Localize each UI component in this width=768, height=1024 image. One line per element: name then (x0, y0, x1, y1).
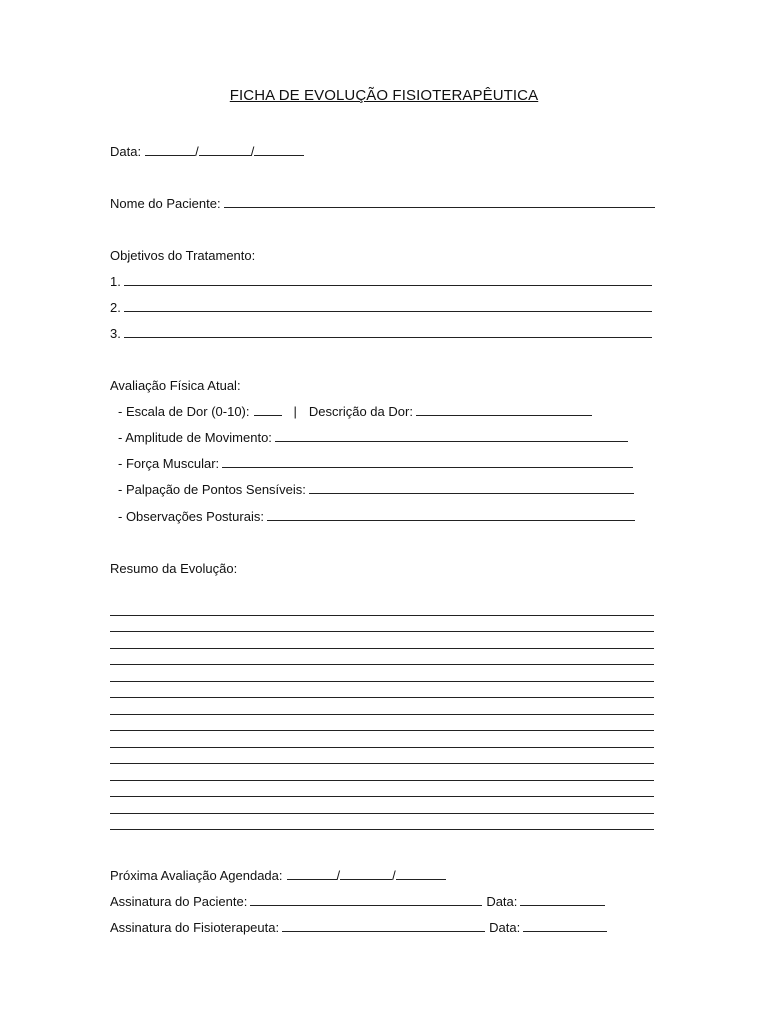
date-separator: / (195, 144, 199, 159)
muscle-strength-field[interactable] (222, 456, 633, 468)
patient-signature-field[interactable] (250, 894, 482, 906)
summary-line[interactable] (110, 781, 654, 798)
summary-line[interactable] (110, 698, 654, 715)
palpation-label: - Palpação de Pontos Sensíveis: (118, 482, 306, 497)
patient-signature-date-field[interactable] (520, 894, 605, 906)
date-separator: / (336, 868, 341, 883)
form-title: FICHA DE EVOLUÇÃO FISIOTERAPÊUTICA (229, 87, 539, 104)
next-assessment-row (110, 868, 446, 883)
summary-heading-row (110, 561, 237, 576)
pain-scale-field[interactable] (254, 404, 282, 416)
summary-line[interactable] (110, 665, 654, 682)
pain-description-label: Descrição da Dor: (308, 404, 413, 419)
date-separator: / (392, 868, 396, 883)
patient-signature-date-label: Data: (486, 894, 518, 909)
patient-signature-row (110, 894, 605, 909)
summary-line[interactable] (110, 682, 654, 699)
summary-line[interactable] (110, 764, 654, 781)
objective-field[interactable] (124, 274, 652, 286)
therapist-signature-date-label: Data: (489, 920, 521, 935)
range-of-motion-label: - Amplitude de Movimento: (118, 430, 272, 445)
date-day-field[interactable] (145, 144, 195, 156)
next-assessment-year-field[interactable] (396, 868, 446, 880)
pain-description-field[interactable] (416, 404, 592, 416)
therapist-signature-label: Assinatura do Fisioterapeuta: (110, 920, 280, 935)
summary-line[interactable] (110, 797, 654, 814)
objective-row (110, 300, 652, 315)
date-separator: / (250, 144, 255, 159)
objectives-heading: Objetivos do Tratamento: (110, 248, 256, 263)
objective-field[interactable] (124, 326, 652, 338)
assessment-heading: Avaliação Física Atual: (110, 378, 241, 393)
next-assessment-month-field[interactable] (340, 868, 392, 880)
date-month-field[interactable] (199, 144, 251, 156)
summary-line[interactable] (110, 715, 654, 732)
palpation-row (118, 482, 634, 497)
summary-line[interactable] (110, 748, 654, 765)
objective-field[interactable] (124, 300, 652, 312)
therapist-signature-date-field[interactable] (523, 920, 607, 932)
muscle-strength-label: - Força Muscular: (118, 456, 220, 471)
summary-line[interactable] (110, 599, 654, 616)
range-of-motion-field[interactable] (275, 430, 628, 442)
pain-divider: | (293, 404, 297, 419)
summary-lines (110, 599, 654, 830)
objective-number: 2. (110, 300, 121, 315)
summary-heading: Resumo da Evolução: (110, 561, 238, 576)
objective-number: 3. (110, 326, 121, 341)
pain-scale-row (118, 404, 592, 419)
date-row (110, 144, 304, 159)
postural-label: - Observações Posturais: (118, 509, 264, 524)
summary-line[interactable] (110, 616, 654, 633)
date-label: Data: (110, 144, 142, 159)
therapist-signature-row (110, 920, 607, 935)
patient-name-label: Nome do Paciente: (110, 196, 221, 211)
muscle-strength-row (118, 456, 633, 471)
patient-name-row (110, 196, 655, 211)
assessment-heading-row (110, 378, 241, 393)
objective-row (110, 274, 652, 289)
next-assessment-label: Próxima Avaliação Agendada: (110, 868, 283, 883)
pain-scale-label: - Escala de Dor (0-10): (118, 404, 250, 419)
date-year-field[interactable] (254, 144, 304, 156)
therapist-signature-field[interactable] (282, 920, 485, 932)
objective-row (110, 326, 652, 341)
objectives-heading-row (110, 248, 255, 263)
summary-line[interactable] (110, 814, 654, 831)
next-assessment-day-field[interactable] (287, 868, 337, 880)
summary-line[interactable] (110, 632, 654, 649)
postural-field[interactable] (267, 509, 635, 521)
patient-signature-label: Assinatura do Paciente: (110, 894, 248, 909)
range-of-motion-row (118, 430, 628, 445)
summary-line[interactable] (110, 731, 654, 748)
palpation-field[interactable] (309, 482, 634, 494)
summary-line[interactable] (110, 649, 654, 666)
patient-name-field[interactable] (224, 196, 655, 208)
objective-number: 1. (110, 274, 121, 289)
postural-row (118, 509, 635, 524)
